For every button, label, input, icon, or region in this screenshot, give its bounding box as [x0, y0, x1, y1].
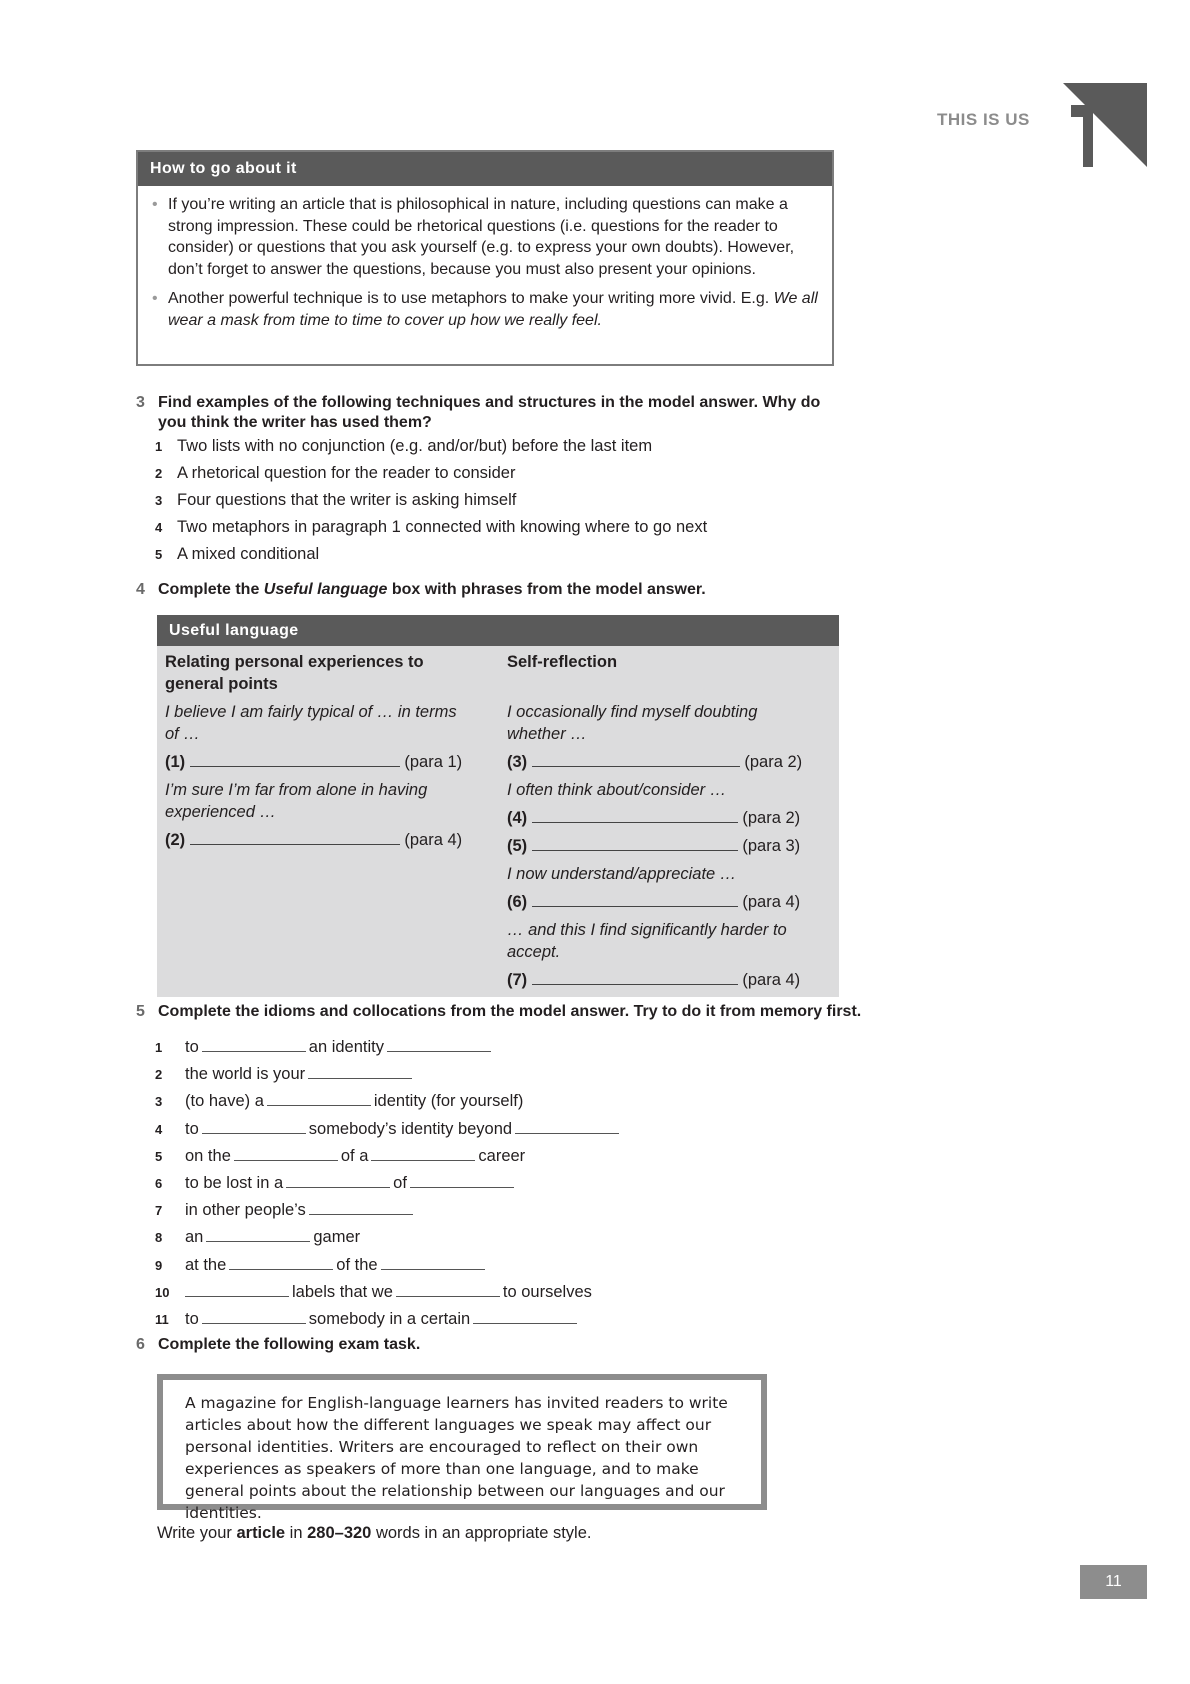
answer-blank[interactable]: [473, 1309, 577, 1324]
answer-blank-2[interactable]: [190, 844, 400, 845]
list-item: 1 Two lists with no conjunction (e.g. and/or/but) before the last item: [155, 437, 653, 455]
page-number: 11: [1080, 1565, 1147, 1599]
list-item: 2 the world is your: [155, 1064, 622, 1091]
exercise-4-number: 4: [136, 581, 145, 598]
answer-blank[interactable]: [267, 1091, 371, 1106]
list-item: 3 Four questions that the writer is asking himself: [155, 491, 517, 509]
exercise-6-number: 6: [136, 1336, 145, 1353]
blank-row-7: (7) (para 4): [507, 971, 801, 989]
list-item: 8 an gamer: [155, 1228, 361, 1247]
exercise-3-number: 3: [136, 394, 145, 411]
how-box-example: We all wear a mask from time to time to cover up how we really feel.: [168, 290, 818, 329]
list-item: 6 to be lost in a of: [155, 1173, 622, 1200]
how-box-bullet-2: [152, 288, 818, 331]
useful-language-left-column: [165, 651, 465, 851]
blank-row-4: (4) (para 2): [507, 809, 801, 827]
list-item: 10 labels that we to ourselves: [155, 1282, 592, 1301]
blank-row-1: (1) (para 1): [165, 753, 463, 771]
answer-blank[interactable]: [308, 1064, 412, 1079]
writing-instruction: Write your article in 280–320 words in an appropriate style.: [157, 1524, 592, 1542]
exercise-4-instruction: Complete the Useful language box with phrases from the model answer.: [158, 581, 706, 598]
answer-blank[interactable]: [206, 1227, 310, 1242]
answer-blank-7[interactable]: [532, 984, 738, 985]
list-item: 11 to somebody in a certain: [155, 1309, 622, 1336]
how-box-bullet-1: • If you’re writing an article that is philosophical in nature, including questions can make a strong impression. These could be rhetorical questions (i.e. questions for the reader to consider) or questions that you ask yourself (e.g. to express your own doubts). However, don’t forget to answer the questions, because you must also present your opinions.: [152, 194, 818, 280]
list-item: 2 A rhetorical question for the reader to consider: [155, 464, 516, 482]
exercise-6-instruction: Complete the following exam task.: [158, 1336, 421, 1353]
exercise-5-list: [155, 1037, 622, 1336]
unit-title: THIS IS US: [937, 110, 1030, 129]
answer-blank[interactable]: [396, 1282, 500, 1297]
answer-blank[interactable]: [229, 1255, 333, 1270]
right-column-heading: Self-reflection: [507, 653, 618, 671]
answer-blank[interactable]: [410, 1173, 514, 1188]
blank-row-3: (3) (para 2): [507, 753, 803, 771]
exam-task-text: A magazine for English-language learners has invited readers to write articles about how the different languages we speak may affect our personal identities. Writers are encouraged to reflect on their own experiences as speakers of more than one language, and to make general points about the relationship between our languages and our identities.: [185, 1394, 728, 1522]
answer-blank[interactable]: [515, 1119, 619, 1134]
useful-language-right-column: [507, 651, 807, 991]
blank-row-2: (2) (para 4): [165, 831, 463, 849]
exercise-5-number: 5: [136, 1003, 145, 1020]
useful-language-box: [157, 615, 839, 997]
how-to-go-about-it-box: [136, 150, 834, 366]
left-column-heading: Relating personal experiences to general points: [165, 653, 424, 693]
answer-blank-1[interactable]: [190, 766, 400, 767]
blank-row-5: (5) (para 3): [507, 837, 801, 855]
list-item: 5 on the of a career: [155, 1146, 526, 1165]
exam-task-box: [157, 1374, 767, 1522]
exercise-3-instruction: Find examples of the following techniques and structures in the model answer. Why do you think the writer has used them?: [158, 394, 821, 431]
useful-language-title: Useful language: [157, 615, 839, 646]
phrase: … and this I find significantly harder to accept.: [507, 921, 787, 961]
phrase: I now understand/appreciate …: [507, 865, 737, 883]
blank-row-6: (6) (para 4): [507, 893, 801, 911]
how-box-bullet-2-text: Another powerful technique is to use metaphors to make your writing more vivid. E.g.: [168, 290, 770, 307]
answer-blank[interactable]: [234, 1146, 338, 1161]
answer-blank-6[interactable]: [532, 906, 738, 907]
list-item: 4 Two metaphors in paragraph 1 connected with knowing where to go next: [155, 518, 708, 536]
how-box-bullets: [138, 186, 832, 331]
answer-blank-5[interactable]: [532, 850, 738, 851]
exercise-3-list: [155, 437, 707, 572]
answer-blank[interactable]: [185, 1282, 289, 1297]
exercise-5-instruction: Complete the idioms and collocations from the model answer. Try to do it from memory first.: [158, 1003, 862, 1020]
phrase: I believe I am fairly typical of … in terms of …: [165, 703, 457, 743]
list-item: 3 (to have) a identity (for yourself): [155, 1092, 524, 1111]
answer-blank[interactable]: [202, 1119, 306, 1134]
list-item: 1 to an identity: [155, 1037, 622, 1064]
answer-blank[interactable]: [371, 1146, 475, 1161]
list-item: 5 A mixed conditional: [155, 545, 320, 563]
list-item: 9 at the of the: [155, 1255, 622, 1282]
answer-blank-3[interactable]: [532, 766, 740, 767]
how-box-title: How to go about it: [138, 152, 832, 186]
list-item: 7 in other people’s: [155, 1200, 622, 1227]
phrase: I often think about/consider …: [507, 781, 727, 799]
answer-blank[interactable]: [202, 1037, 306, 1052]
list-item: 4 to somebody’s identity beyond: [155, 1119, 622, 1146]
answer-blank-4[interactable]: [532, 822, 738, 823]
unit-number-logo: [1063, 83, 1147, 167]
phrase: I occasionally find myself doubting whether …: [507, 703, 758, 743]
phrase: I’m sure I’m far from alone in having experienced …: [165, 781, 428, 821]
answer-blank[interactable]: [309, 1200, 413, 1215]
answer-blank[interactable]: [387, 1037, 491, 1052]
answer-blank[interactable]: [202, 1309, 306, 1324]
answer-blank[interactable]: [286, 1173, 390, 1188]
answer-blank[interactable]: [381, 1255, 485, 1270]
